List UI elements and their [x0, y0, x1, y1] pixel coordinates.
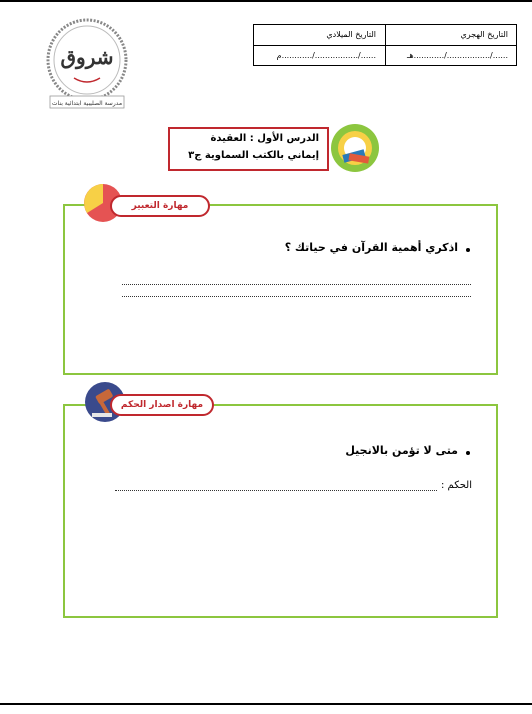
expression-skill-label: [110, 195, 210, 217]
book-ring-icon: [329, 122, 381, 174]
hijri-date-label: التاريخ الهجري: [460, 30, 508, 39]
top-rule: [0, 0, 532, 2]
school-logo: [44, 16, 130, 112]
expression-skill-label-text: مهارة التعبير: [131, 201, 189, 211]
answer-line-1[interactable]: [122, 284, 471, 285]
statement-bullet: [466, 451, 470, 455]
expression-skill-panel: [63, 204, 498, 375]
judgement-statement: متى لا تؤمن بالانجيل: [345, 444, 458, 457]
judgement-skill-label: [110, 394, 214, 416]
judgement-skill-label-text: مهارة اصدار الحكم: [120, 400, 204, 410]
lesson-title: الدرس الأول : العقيدة: [210, 133, 319, 144]
verdict-label: الحكم :: [440, 480, 472, 491]
verdict-answer-line[interactable]: [115, 490, 437, 491]
date-table: [253, 24, 517, 66]
logo-school-name: مدرسة الصليبية ابتدائية بنات: [51, 100, 123, 107]
expression-question: اذكري أهمية القرآن في حياتك ؟: [284, 241, 458, 254]
bottom-rule: [0, 703, 532, 705]
logo-script-text: شروق: [60, 45, 114, 69]
gregorian-date-label: التاريخ الميلادي: [326, 30, 376, 39]
date-table-row-divider: [254, 45, 516, 46]
lesson-subtitle: إيماني بالكتب السماوية ج٣: [188, 150, 319, 161]
question-bullet: [466, 248, 470, 252]
gregorian-date-field[interactable]: ....../................./............م: [276, 51, 376, 60]
judgement-skill-panel: [63, 404, 498, 618]
hijri-date-field[interactable]: ....../................./............هـ: [407, 51, 508, 60]
answer-line-2[interactable]: [122, 296, 471, 297]
lesson-title-box: [168, 127, 329, 171]
